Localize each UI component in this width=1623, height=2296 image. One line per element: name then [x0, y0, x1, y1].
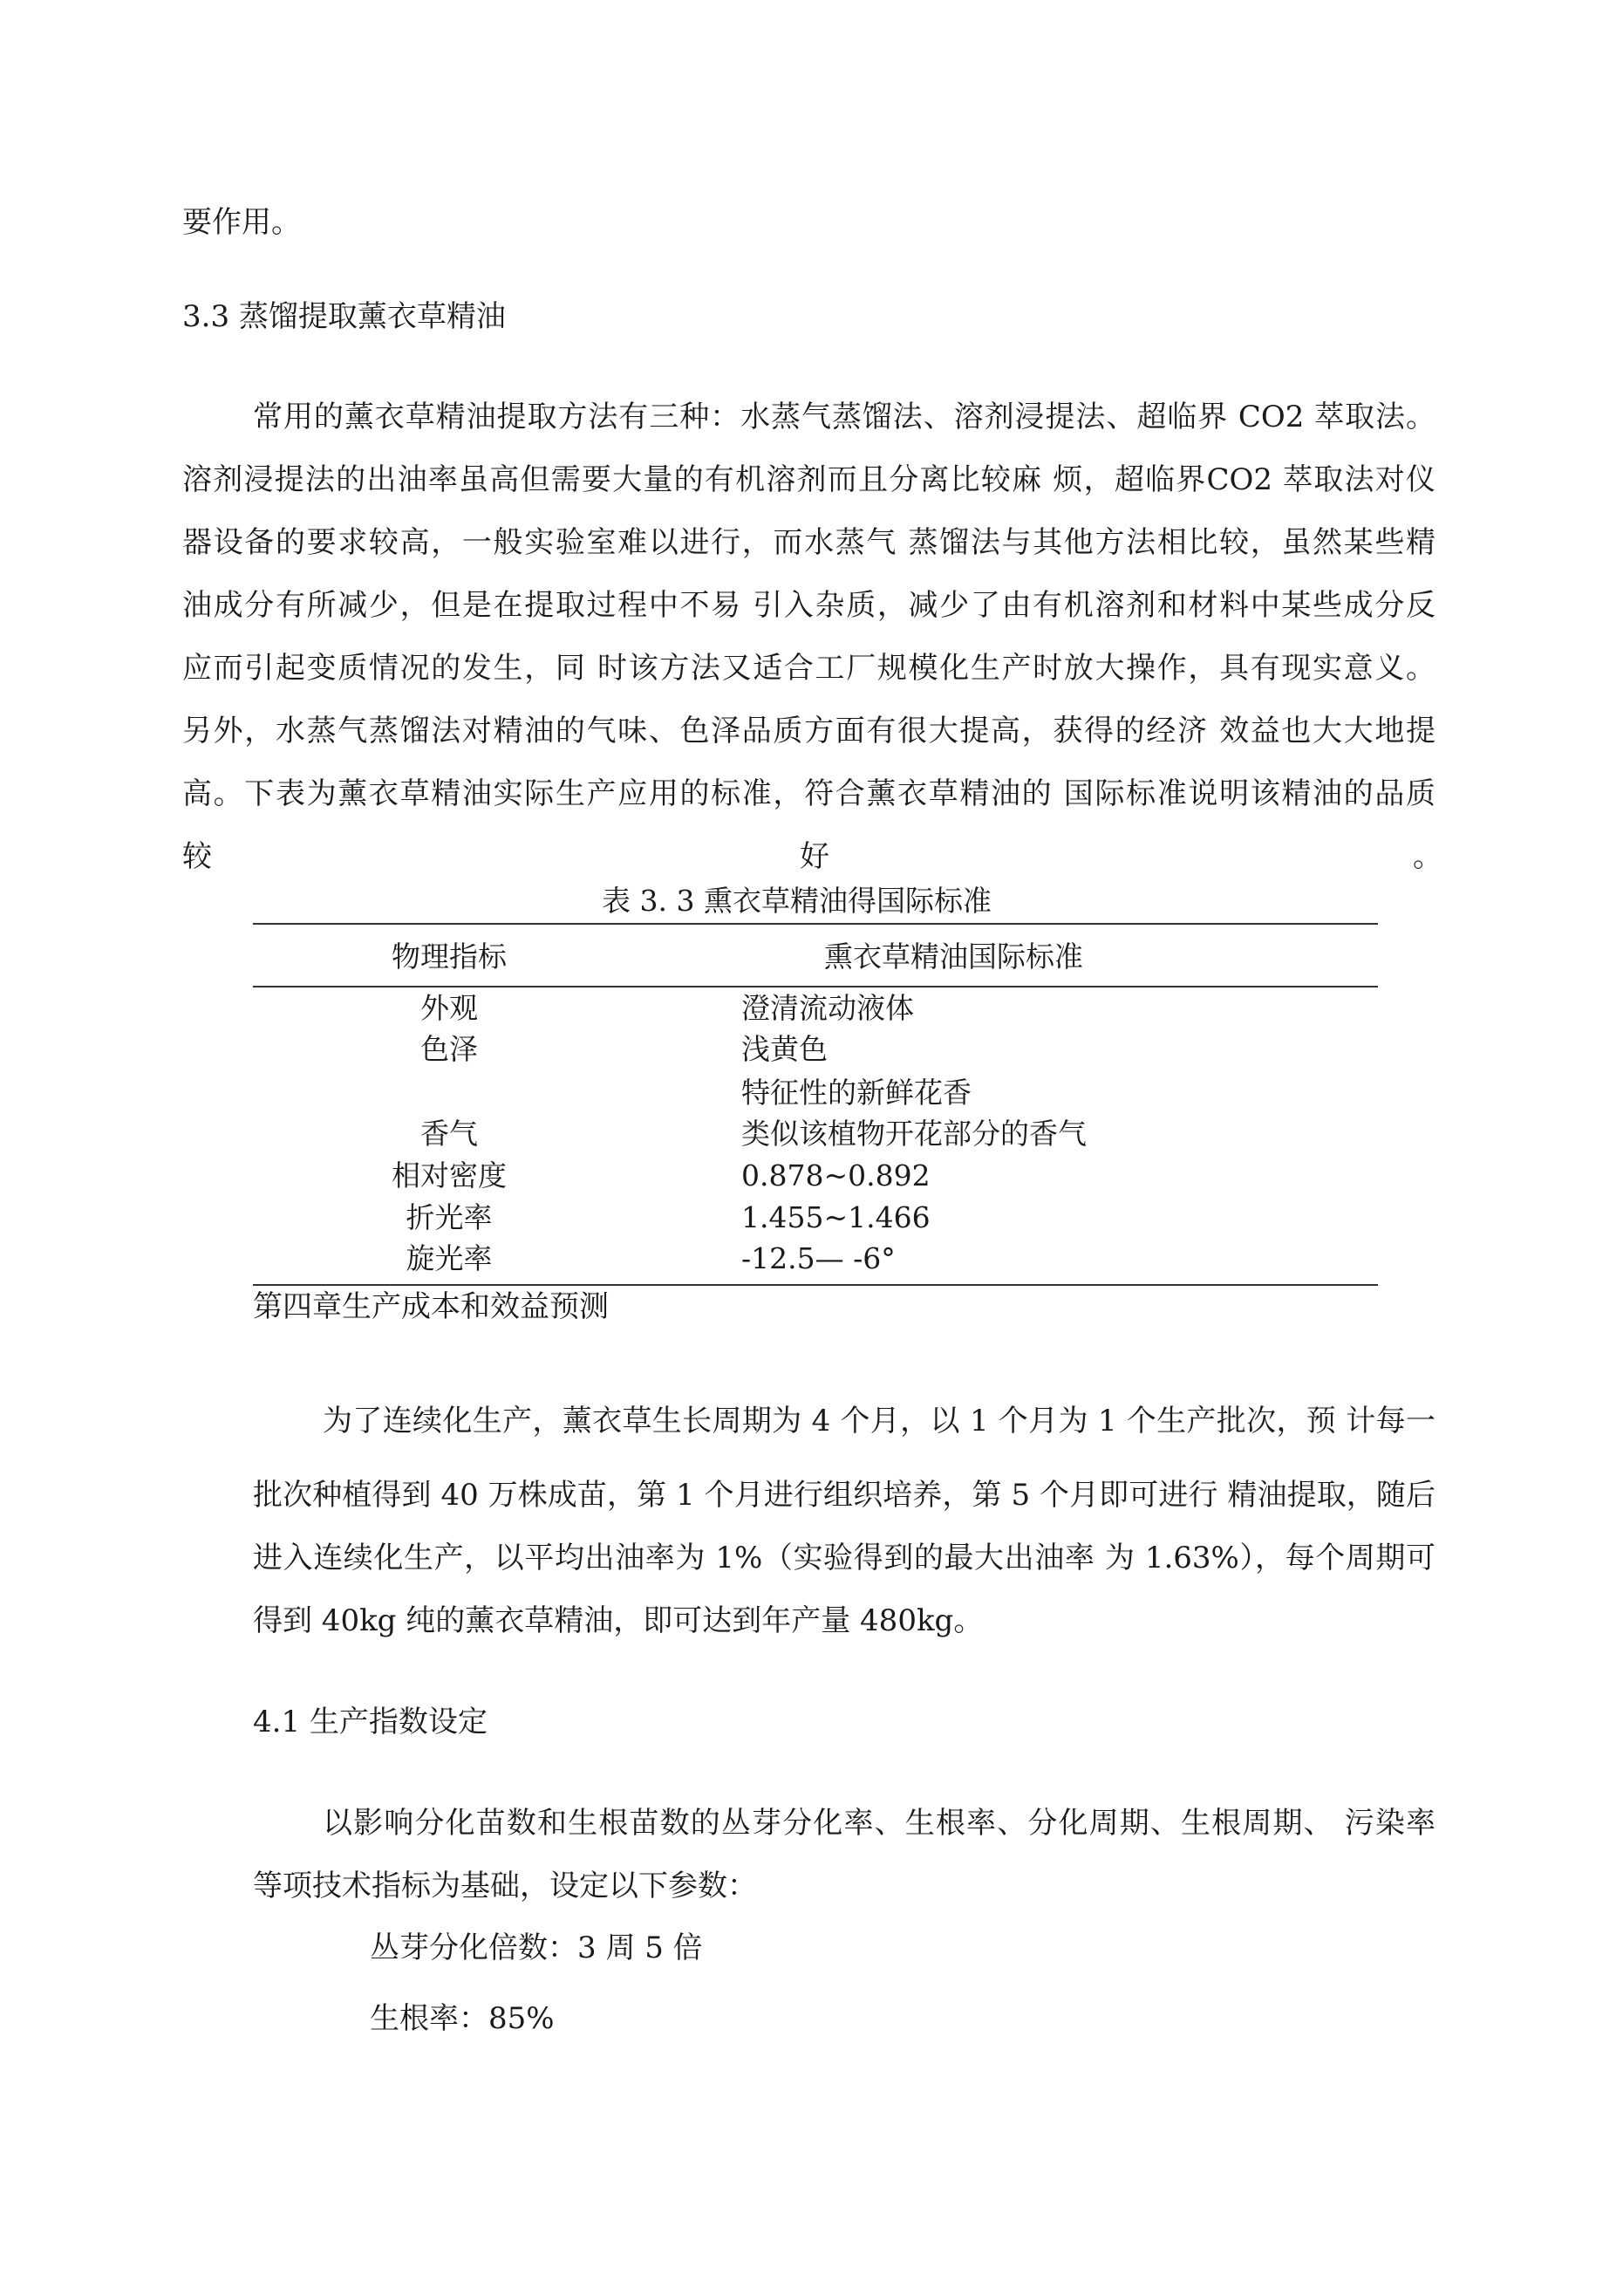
table-cell-value: 1.455~1.466 [741, 1200, 931, 1234]
table-cell-value: 浅黄色 [741, 1032, 828, 1066]
table-caption: 表 3. 3 熏衣草精油得国际标准 [602, 884, 992, 918]
paragraph-line: 溶剂浸提法的出油率虽高但需要大量的有机溶剂而且分离比较麻 烦，超临界CO2 萃取法对仪 [182, 462, 1435, 497]
paragraph-line-fragment: 好 [800, 839, 829, 874]
paragraph-line: 常用的薰衣草精油提取方法有三种：水蒸气蒸馏法、溶剂浸提法、超临界 CO2 萃取法。 [253, 400, 1435, 434]
paragraph-line: 另外，水蒸气蒸馏法对精油的气味、色泽品质方面有很大提高，获得的经济 效益也大大地提 [182, 714, 1435, 748]
section-heading-3-3: 3.3 蒸馏提取薰衣草精油 [182, 299, 506, 334]
table-header-cell: 熏衣草精油国际标准 [824, 940, 1083, 974]
section-heading-4-1: 4.1 生产指数设定 [253, 1705, 488, 1739]
parameter-item: 生根率：85% [370, 2001, 555, 2036]
paragraph-line: 以影响分化苗数和生根苗数的丛芽分化率、生根率、分化周期、生根周期、 污染率 [323, 1806, 1435, 1841]
paragraph-line: 高。下表为薰衣草精油实际生产应用的标准，符合薰衣草精油的 国际标准说明该精油的品质 [182, 776, 1435, 811]
table-cell-key: 色泽 [420, 1032, 478, 1066]
paragraph-line: 批次种植得到 40 万株成苗，第 1 个月进行组织培养，第 5 个月即可进行 精油提取，随后 [253, 1478, 1435, 1513]
paragraph-line-fragment: 较 [182, 839, 212, 874]
table-header-cell: 物理指标 [392, 940, 507, 974]
table-cell-key: 香气 [420, 1117, 478, 1151]
table-cell-value: 特征性的新鲜花香 [741, 1076, 972, 1110]
paragraph-line: 等项技术指标为基础，设定以下参数： [253, 1869, 757, 1903]
continued-text: 要作用。 [182, 205, 301, 240]
table-cell-value: -12.5— -6° [741, 1241, 896, 1275]
table-cell-value: 澄清流动液体 [741, 991, 914, 1025]
table-bottom-rule [253, 1284, 1378, 1286]
table-cell-value: 0.878~0.892 [741, 1158, 931, 1192]
parameter-item: 丛芽分化倍数：3 周 5 倍 [370, 1930, 703, 1965]
table-cell-key: 外观 [420, 991, 478, 1025]
table-header-rule [253, 986, 1378, 987]
paragraph-line: 应而引起变质情况的发生，同 时该方法又适合工厂规模化生产时放大操作，具有现实意义。 [182, 651, 1435, 686]
table-cell-value: 类似该植物开花部分的香气 [741, 1117, 1087, 1151]
table-top-rule [253, 923, 1378, 925]
paragraph-line: 进入连续化生产，以平均出油率为 1%（实验得到的最大出油率 为 1.63%），每个周期可 [253, 1541, 1435, 1575]
paragraph-line: 油成分有所减少，但是在提取过程中不易 引入杂质，减少了由有机溶剂和材料中某些成分反 [182, 588, 1435, 623]
table-cell-key: 折光率 [406, 1200, 493, 1234]
table-cell-key: 旋光率 [406, 1241, 493, 1275]
paragraph-line: 得到 40kg 纯的薰衣草精油，即可达到年产量 480kg。 [253, 1603, 984, 1638]
paragraph-line: 为了连续化生产，薰衣草生长周期为 4 个月，以 1 个月为 1 个生产批次，预 计每一 [323, 1404, 1435, 1438]
chapter-heading-4: 第四章生产成本和效益预测 [253, 1289, 609, 1324]
paragraph-line: 器设备的要求较高，一般实验室难以进行，而水蒸气 蒸馏法与其他方法相比较，虽然某些精 [182, 525, 1435, 560]
paragraph-line-fragment: 。 [1413, 839, 1442, 874]
table-cell-key: 相对密度 [392, 1158, 507, 1192]
